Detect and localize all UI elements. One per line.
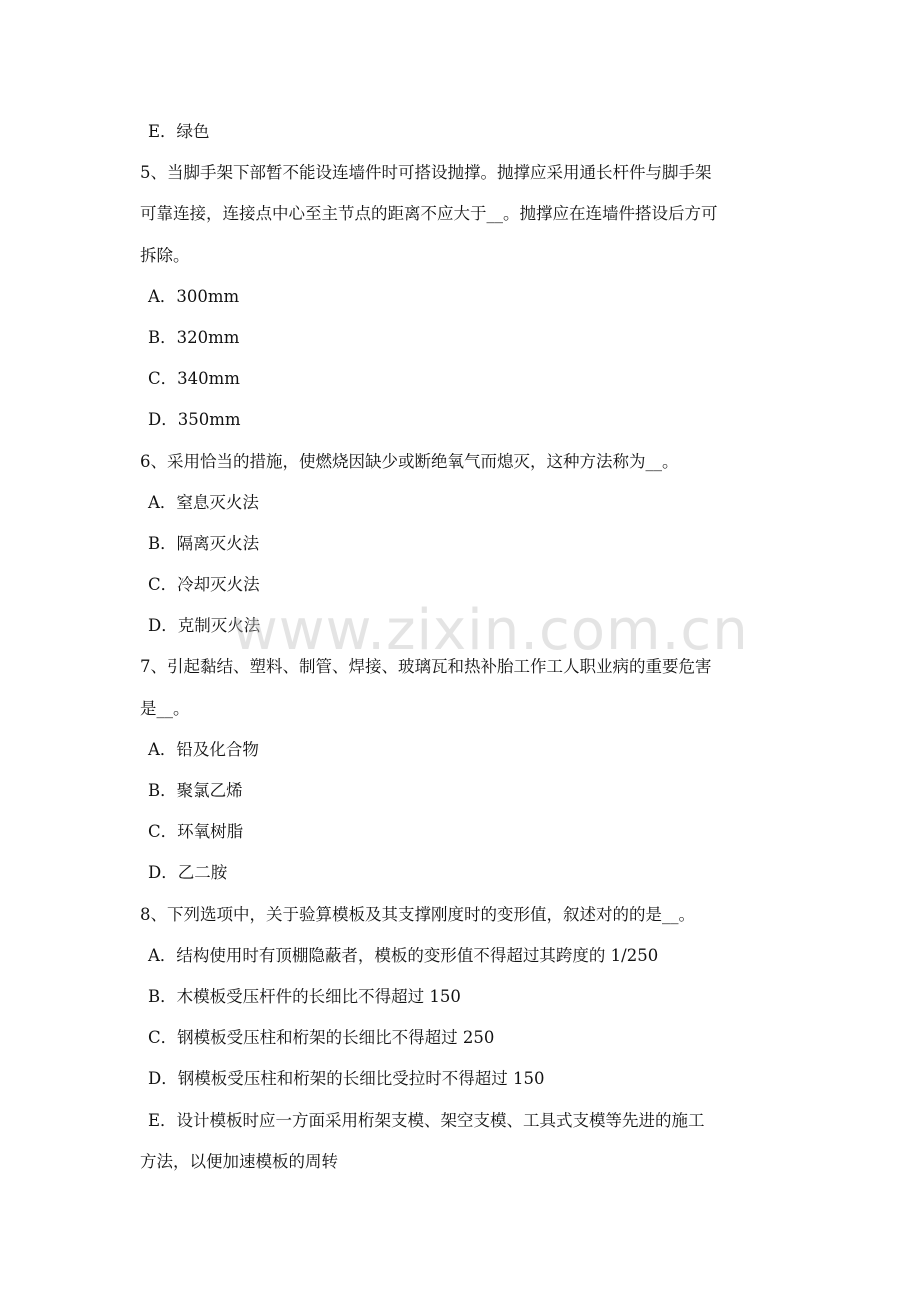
option-line: E．绿色 bbox=[148, 122, 210, 141]
option-line: D．克制灭火法 bbox=[148, 616, 261, 635]
option-line: B．320mm bbox=[148, 328, 240, 347]
option-line-continued: 方法，以便加速模板的周转 bbox=[140, 1152, 338, 1171]
question-line: 7、引起黏结、塑料、制管、焊接、玻璃瓦和热补胎工作工人职业病的重要危害 bbox=[140, 657, 712, 676]
question-line: 5、当脚手架下部暂不能设连墙件时可搭设抛撑。抛撑应采用通长杆件与脚手架 bbox=[140, 163, 712, 182]
option-line: A．窒息灭火法 bbox=[148, 493, 259, 512]
question-line-continued: 拆除。 bbox=[140, 246, 190, 265]
option-line: B．隔离灭火法 bbox=[148, 534, 260, 553]
option-line: E．设计模板时应一方面采用桁架支模、架空支模、工具式支模等先进的施工 bbox=[148, 1111, 705, 1130]
option-line: C．钢模板受压柱和桁架的长细比不得超过 250 bbox=[148, 1028, 495, 1047]
question-line-continued: 可靠连接，连接点中心至主节点的距离不应大于__。抛撑应在连墙件搭设后方可 bbox=[140, 204, 718, 223]
option-line: C．冷却灭火法 bbox=[148, 575, 260, 594]
question-line: 6、采用恰当的措施，使燃烧因缺少或断绝氧气而熄灭，这种方法称为__。 bbox=[140, 452, 679, 471]
watermark: www.zixin.com.cn bbox=[232, 598, 749, 663]
option-line: C．340mm bbox=[148, 369, 240, 388]
option-line: A．铅及化合物 bbox=[148, 740, 259, 759]
option-line: B．木模板受压杆件的长细比不得超过 150 bbox=[148, 987, 461, 1006]
question-line: 8、下列选项中，关于验算模板及其支撑刚度时的变形值，叙述对的的是__。 bbox=[140, 905, 695, 924]
option-line: D．350mm bbox=[148, 410, 241, 429]
option-line: A．结构使用时有顶棚隐蔽者，模板的变形值不得超过其跨度的 1/250 bbox=[148, 946, 659, 965]
option-line: D．钢模板受压柱和桁架的长细比受拉时不得超过 150 bbox=[148, 1069, 545, 1088]
option-line: A．300mm bbox=[148, 287, 240, 306]
option-line: C．环氧树脂 bbox=[148, 822, 244, 841]
question-line-continued: 是__。 bbox=[140, 699, 190, 718]
option-line: B．聚氯乙烯 bbox=[148, 781, 243, 800]
option-line: D．乙二胺 bbox=[148, 863, 228, 882]
